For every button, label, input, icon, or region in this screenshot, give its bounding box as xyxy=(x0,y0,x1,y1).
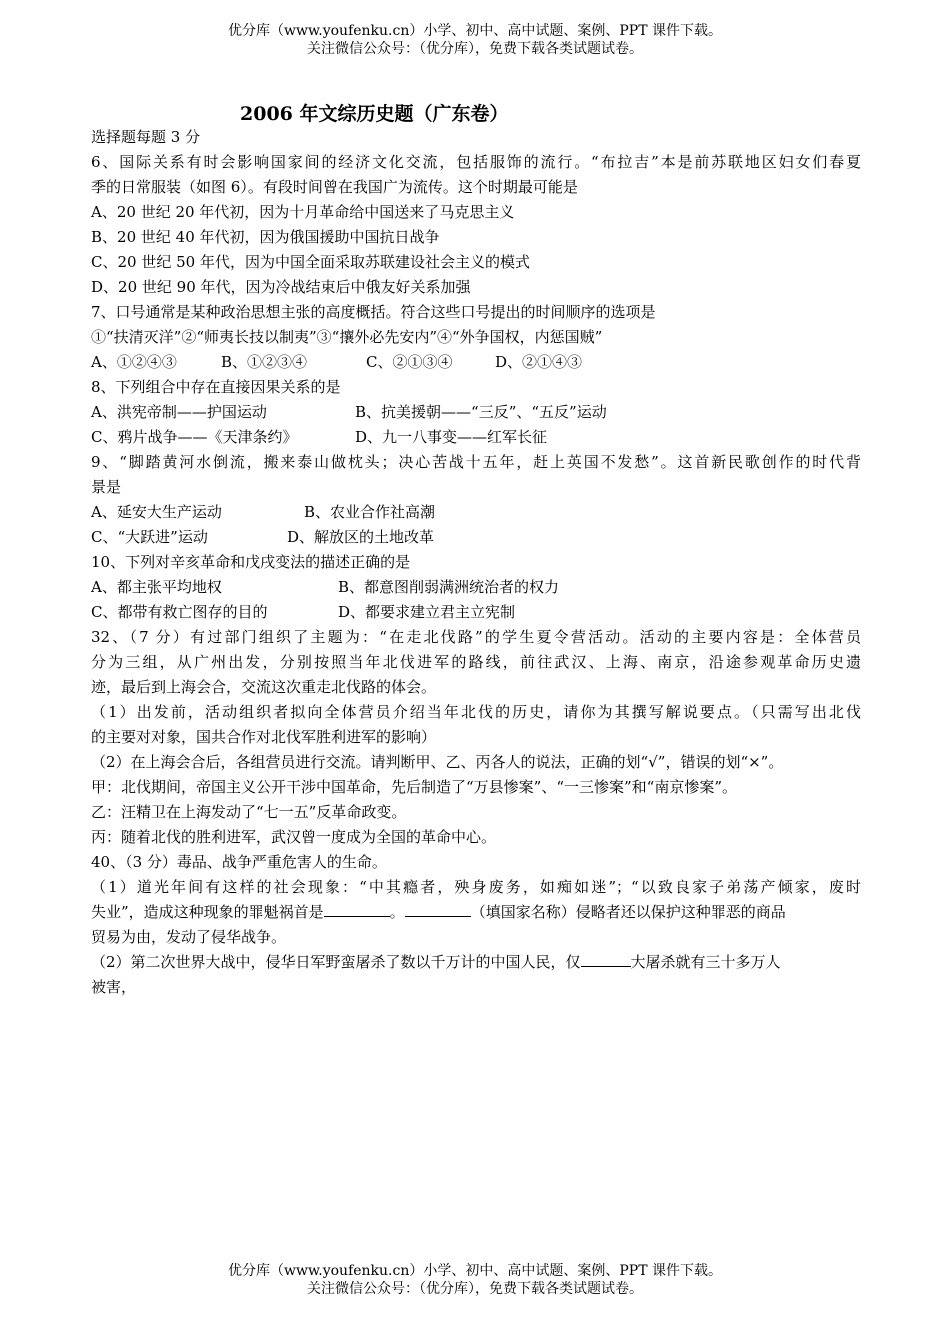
q9-options-row-2 xyxy=(91,525,861,550)
page-header xyxy=(0,22,950,58)
q32-stem-line-1: 32、（7 分）有过部门组织了主题为：“在走北伐路”的学生夏令营活动。活动的主要内容是：全体营员 xyxy=(91,628,861,646)
document-title: 2006 年文综历史题（广东卷） xyxy=(240,103,509,125)
q40-part2-text-a: （2）第二次世界大战中，侵华日军野蛮屠杀了数以千万计的中国人民，仅 xyxy=(91,953,581,971)
q8-options-row-2 xyxy=(91,425,861,450)
q32-statement-jia: 甲：北伐期间，帝国主义公开干涉中国革命，先后制造了“万县惨案”、“一三惨案”和“南京惨案”。 xyxy=(91,778,738,796)
q9-stem-line-2: 景是 xyxy=(91,478,122,496)
q10-options-row-2 xyxy=(91,600,861,625)
q40-part1-line-3: 贸易为由，发动了侵华战争。 xyxy=(91,928,287,946)
q40-blank-3[interactable] xyxy=(581,950,631,967)
q40-stem: 40、（3 分）毒品、战争严重危害人的生命。 xyxy=(91,853,387,871)
q32-stem-line-2: 分为三组，从广州出发，分别按照当年北伐进军的路线，前往武汉、上海、南京，沿途参观革命历史遗 xyxy=(91,653,861,671)
q8-option-b: B、抗美援朝——“三反”、“五反”运动 xyxy=(355,403,607,421)
q8-option-a: A、洪宪帝制——护国运动 xyxy=(91,403,267,421)
q9-stem-line-1: 9、“脚踏黄河水倒流，搬来泰山做枕头；决心苦战十五年，赶上英国不发愁”。这首新民歌创作的时代背 xyxy=(91,453,861,471)
q32-part2: （2）在上海会合后，各组营员进行交流。请判断甲、乙、丙各人的说法，正确的划“√”，错误的划“×”。 xyxy=(91,753,784,771)
q9-option-a: A、延安大生产运动 xyxy=(91,503,222,521)
q32-part1-line-2: 的主要对对象，国共合作对北伐军胜利进军的影响） xyxy=(91,728,437,746)
q32-statement-yi: 乙：汪精卫在上海发动了“七一五”反革命政变。 xyxy=(91,803,407,821)
section-note: 选择题每题 3 分 xyxy=(91,128,201,146)
q40-part2-text-b: 大屠杀就有三十多万人 xyxy=(630,953,781,971)
q9-option-d: D、解放区的土地改革 xyxy=(287,528,435,546)
q40-part1-line-1: （1）道光年间有这样的社会现象：“中其瘾者，殃身废务，如痴如迷”；“以致良家子弟荡产倾家，废时 xyxy=(91,878,861,896)
page-footer xyxy=(0,1262,950,1298)
q40-blank-2[interactable] xyxy=(405,900,471,917)
q7-option-c: C、②①③④ xyxy=(366,353,453,371)
q6-option-a: A、20 世纪 20 年代初，因为十月革命给中国送来了马克思主义 xyxy=(91,203,515,221)
q40-part2-line-2: 被害， xyxy=(91,978,137,996)
footer-line-1: 优分库（www.youfenku.cn）小学、初中、高中试题、案例、PPT 课件下载。 xyxy=(227,1263,722,1279)
document-body xyxy=(91,125,861,1000)
q40-part1-text-a: 失业”，造成这种现象的罪魁祸首是 xyxy=(91,903,324,921)
q9-options-row-1 xyxy=(91,500,861,525)
q6-stem-line-1: 6、国际关系有时会影响国家间的经济文化交流，包括服饰的流行。“布拉吉”本是前苏联地区妇女们春夏 xyxy=(91,153,861,171)
q7-options xyxy=(91,350,861,375)
q7-option-b: B、①②③④ xyxy=(221,353,308,371)
q6-option-b: B、20 世纪 40 年代初，因为俄国援助中国抗日战争 xyxy=(91,228,440,246)
q9-option-c: C、“大跃进”运动 xyxy=(91,528,208,546)
q32-stem-line-3: 迹，最后到上海会合，交流这次重走北伐路的体会。 xyxy=(91,678,437,696)
header-line-1: 优分库（www.youfenku.cn）小学、初中、高中试题、案例、PPT 课件下载。 xyxy=(227,23,722,39)
header-line-2: 关注微信公众号：（优分库），免费下载各类试题试卷。 xyxy=(307,41,643,57)
q40-part2-line-1 xyxy=(91,950,861,975)
q7-stem: 7、口号通常是某种政治思想主张的高度概括。符合这些口号提出的时间顺序的选项是 xyxy=(91,303,656,321)
q40-part1-line-2 xyxy=(91,900,861,925)
q7-slogans: ①“扶清灭洋”②“师夷长技以制夷”③“攘外必先安内”④“外争国权，内惩国贼” xyxy=(91,328,603,346)
footer-line-2: 关注微信公众号：（优分库），免费下载各类试题试卷。 xyxy=(307,1281,643,1297)
q10-option-c: C、都带有救亡图存的目的 xyxy=(91,603,268,621)
q6-option-c: C、20 世纪 50 年代，因为中国全面采取苏联建设社会主义的模式 xyxy=(91,253,530,271)
q9-option-b: B、农业合作社高潮 xyxy=(304,503,436,521)
q7-option-a: A、①②④③ xyxy=(91,353,177,371)
q8-options-row-1 xyxy=(91,400,861,425)
q8-option-c: C、鸦片战争——《天津条约》 xyxy=(91,428,298,446)
q8-stem: 8、下列组合中存在直接因果关系的是 xyxy=(91,378,341,396)
q6-option-d: D、20 世纪 90 年代，因为冷战结束后中俄友好关系加强 xyxy=(91,278,471,296)
q7-option-d: D、②①④③ xyxy=(495,353,583,371)
q40-part1-text-c: （填国家名称）侵略者还以保护这种罪恶的商品 xyxy=(470,903,786,921)
q32-statement-bing: 丙：随着北伐的胜利进军，武汉曾一度成为全国的革命中心。 xyxy=(91,828,497,846)
q10-option-b: B、都意图削弱满洲统治者的权力 xyxy=(338,578,560,596)
q10-options-row-1 xyxy=(91,575,861,600)
q10-option-d: D、都要求建立君主立宪制 xyxy=(338,603,516,621)
q6-stem-line-2: 季的日常服装（如图 6）。有段时间曾在我国广为流传。这个时期最可能是 xyxy=(91,178,578,196)
q32-part1-line-1: （1）出发前，活动组织者拟向全体营员介绍当年北伐的历史，请你为其撰写解说要点。（只需写出北伐 xyxy=(91,703,861,721)
q40-blank-1[interactable] xyxy=(324,900,390,917)
q10-option-a: A、都主张平均地权 xyxy=(91,578,222,596)
q10-stem: 10、下列对辛亥革命和戊戌变法的描述正确的是 xyxy=(91,553,411,571)
q40-part1-text-b: 。 xyxy=(389,903,405,921)
q8-option-d: D、九一八事变——红军长征 xyxy=(355,428,548,446)
